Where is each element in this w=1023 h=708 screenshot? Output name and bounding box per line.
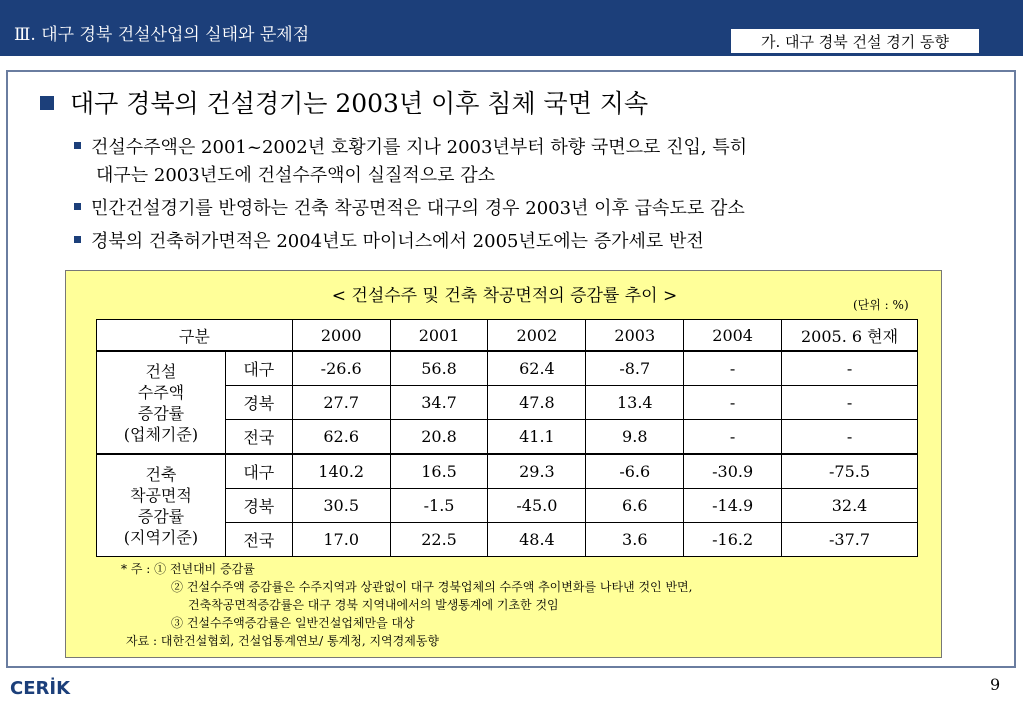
value-cell: - — [684, 420, 782, 455]
value-cell: -26.6 — [292, 351, 390, 386]
value-cell: -8.7 — [586, 351, 684, 386]
value-cell: 29.3 — [488, 454, 586, 489]
value-cell: 32.4 — [782, 489, 918, 523]
value-cell: 48.4 — [488, 523, 586, 557]
region-cell: 전국 — [225, 420, 292, 455]
bullet-text: 건설수주액은 2001~2002년 호황기를 지나 2003년부터 하향 국면으로 진입, 특히 — [91, 137, 748, 158]
group-label — [97, 454, 226, 557]
header-cell: 2000 — [292, 320, 390, 352]
group-label-line: 수주액 — [137, 382, 185, 402]
value-cell: - — [684, 386, 782, 420]
header-cell: 2001 — [390, 320, 488, 352]
group-label-line: 증감률 — [137, 506, 185, 526]
data-table — [96, 319, 918, 557]
header-cell: 2003 — [586, 320, 684, 352]
value-cell: -37.7 — [782, 523, 918, 557]
page-number: 9 — [990, 675, 1001, 694]
region-cell: 대구 — [225, 351, 292, 386]
header-cell: 구분 — [97, 320, 293, 352]
square-bullet-icon — [40, 96, 54, 110]
subsection-title: 가. 대구 경북 건설 경기 동향 — [730, 28, 980, 54]
header-cell: 2005. 6 현재 — [782, 320, 918, 352]
value-cell: 16.5 — [390, 454, 488, 489]
bullet-item — [74, 228, 704, 256]
bullet-item — [74, 134, 747, 190]
small-square-bullet-icon — [74, 203, 81, 210]
value-cell: 3.6 — [586, 523, 684, 557]
value-cell: 13.4 — [586, 386, 684, 420]
headline — [40, 84, 648, 120]
value-cell: -45.0 — [488, 489, 586, 523]
table-box — [65, 270, 942, 658]
region-cell: 경북 — [225, 489, 292, 523]
value-cell: 56.8 — [390, 351, 488, 386]
group-label-line: (업체기준) — [123, 424, 199, 444]
group-label-line: 착공면적 — [130, 485, 192, 505]
bullet-text: 경북의 건축허가면적은 2004년도 마이너스에서 2005년도에는 증가세로 반전 — [91, 231, 704, 252]
headline-text: 대구 경북의 건설경기는 2003년 이후 침체 국면 지속 — [70, 89, 649, 118]
value-cell: 22.5 — [390, 523, 488, 557]
header-bar — [0, 0, 1023, 56]
value-cell: 20.8 — [390, 420, 488, 455]
value-cell: 6.6 — [586, 489, 684, 523]
section-title: Ⅲ. 대구 경북 건설산업의 실태와 문제점 — [14, 25, 310, 45]
value-cell: -16.2 — [684, 523, 782, 557]
bullet-text-continued: 대구는 2003년도에 건설수주액이 실질적으로 감소 — [96, 165, 496, 186]
note-line: 건축착공면적증감률은 대구 경북 지역내에서의 발생통계에 기초한 것임 — [188, 598, 559, 612]
value-cell: 9.8 — [586, 420, 684, 455]
value-cell: 34.7 — [390, 386, 488, 420]
value-cell: 62.6 — [292, 420, 390, 455]
note-line: ③ 건설수주액증감률은 일반건설업체만을 대상 — [171, 616, 415, 630]
table-title: < 건설수주 및 건축 착공면적의 증감률 추이 > — [331, 286, 678, 306]
group-label-line: 증감률 — [137, 403, 185, 423]
small-square-bullet-icon — [74, 236, 81, 243]
bullet-text: 민간건설경기를 반영하는 건축 착공면적은 대구의 경우 2003년 이후 급속도로 감소 — [91, 198, 745, 219]
cerik-logo: CERİK — [10, 678, 71, 699]
value-cell: 27.7 — [292, 386, 390, 420]
value-cell: 41.1 — [488, 420, 586, 455]
value-cell: -30.9 — [684, 454, 782, 489]
small-square-bullet-icon — [74, 142, 81, 149]
note-line: ② 건설수주액 증감률은 수주지역과 상관없이 대구 경북업체의 수주액 추이변화를 나타낸 것인 반면, — [171, 580, 693, 594]
table-row — [97, 454, 918, 489]
value-cell: - — [782, 351, 918, 386]
value-cell: -14.9 — [684, 489, 782, 523]
value-cell: - — [782, 420, 918, 455]
table-notes — [121, 560, 692, 650]
region-cell: 대구 — [225, 454, 292, 489]
region-cell: 전국 — [225, 523, 292, 557]
table-header-row — [97, 320, 918, 352]
table-unit: (단위 : %) — [853, 298, 909, 312]
value-cell: 47.8 — [488, 386, 586, 420]
table-row — [97, 351, 918, 386]
value-cell: 140.2 — [292, 454, 390, 489]
value-cell: - — [782, 386, 918, 420]
group-label-line: 건설 — [145, 361, 177, 381]
group-label-line: 건축 — [145, 464, 177, 484]
note-line: * 주 : ① 전년대비 증감률 — [121, 562, 255, 576]
value-cell: -75.5 — [782, 454, 918, 489]
note-line: 자료 : 대한건설협회, 건설업통계연보/ 통계청, 지역경제동향 — [126, 634, 439, 648]
value-cell: 30.5 — [292, 489, 390, 523]
value-cell: 17.0 — [292, 523, 390, 557]
value-cell: -1.5 — [390, 489, 488, 523]
value-cell: 62.4 — [488, 351, 586, 386]
header-cell: 2002 — [488, 320, 586, 352]
bullet-item — [74, 195, 745, 223]
group-label — [97, 351, 226, 454]
value-cell: - — [684, 351, 782, 386]
header-cell: 2004 — [684, 320, 782, 352]
group-label-line: (지역기준) — [123, 527, 199, 547]
value-cell: -6.6 — [586, 454, 684, 489]
region-cell: 경북 — [225, 386, 292, 420]
